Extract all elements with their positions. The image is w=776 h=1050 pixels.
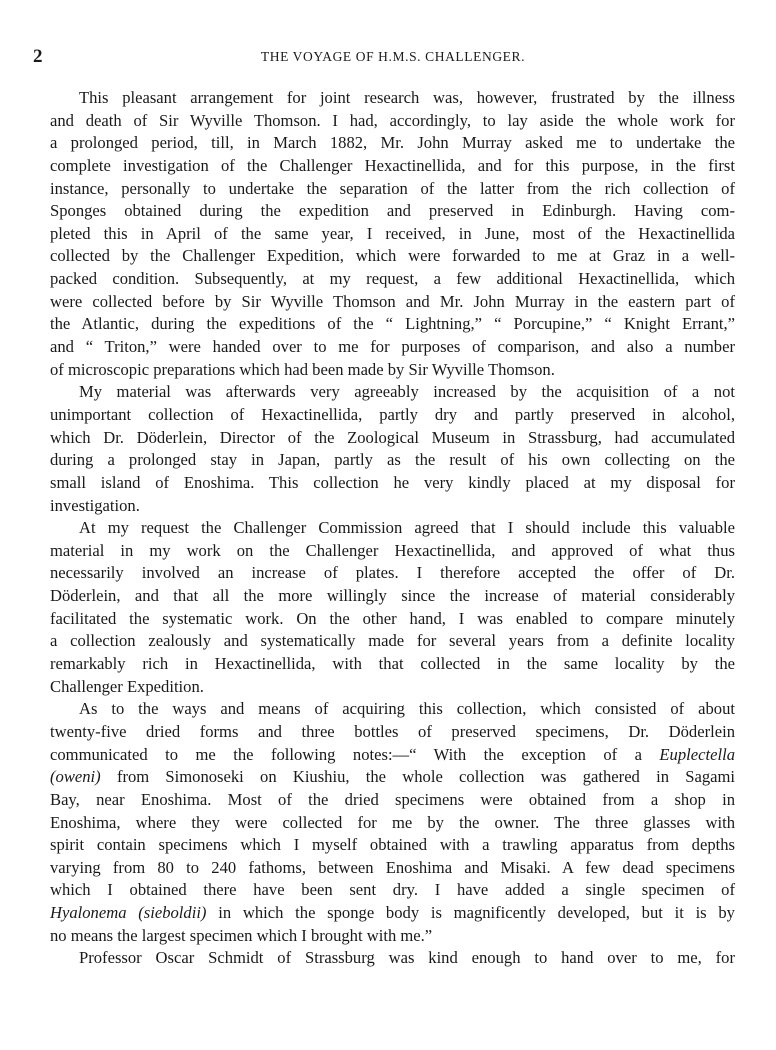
text-line: investigation. bbox=[50, 495, 140, 515]
text-line: varying from 80 to 240 fathoms, between Enoshima and Misaki. A few dead specimens bbox=[50, 857, 735, 877]
text-line: Sponges obtained during the expedition and preserved in Edinburgh. Having com- bbox=[50, 201, 735, 221]
text-line: As to the ways and means of acquiring this collection, which consisted of about bbox=[79, 699, 735, 719]
text-line: instance, personally to undertake the separation of the latter from the rich collection of bbox=[50, 178, 735, 198]
text-line: and death of Sir Wyville Thomson. I had, accordingly, to lay aside the whole work for bbox=[50, 110, 735, 130]
text-line: were collected before by Sir Wyville Thomson and Mr. John Murray in the eastern part of bbox=[50, 291, 735, 311]
text-line: Hyalonema (sieboldii) in which the sponge body is magnificently developed, but it is by bbox=[50, 903, 735, 923]
paragraph bbox=[50, 517, 735, 698]
text-line: This pleasant arrangement for joint research was, however, frustrated by the illness bbox=[79, 88, 735, 107]
body-text bbox=[50, 87, 735, 970]
text-line: of microscopic preparations which had been made by Sir Wyville Thomson. bbox=[50, 359, 555, 379]
text-line: facilitated the systematic work. On the other hand, I was enabled to compare minutely bbox=[50, 608, 735, 628]
text-line: necessarily involved an increase of plates. I therefore accepted the offer of Dr. bbox=[50, 563, 735, 583]
page-number: 2 bbox=[33, 46, 43, 67]
text-line: spirit contain specimens which I myself obtained with a trawling apparatus from depths bbox=[50, 835, 735, 855]
text-line: Enoshima, where they were collected for me by the owner. The three glasses with bbox=[50, 812, 735, 832]
text-line: remarkably rich in Hexactinellida, with that collected in the same locality by the bbox=[50, 654, 735, 674]
text-line: which Dr. Döderlein, Director of the Zoological Museum in Strassburg, had accumulated bbox=[50, 427, 735, 447]
text-line: communicated to me the following notes:—“ With the exception of a Euplectella bbox=[50, 744, 735, 764]
text-line: collected by the Challenger Expedition, which were forwarded to me at Graz in a well- bbox=[50, 246, 735, 266]
species-name: Hyalonema bbox=[50, 903, 127, 923]
text-line: packed condition. Subsequently, at my request, a few additional Hexactinellida, which bbox=[50, 269, 735, 289]
text-line: Professor Oscar Schmidt of Strassburg was kind enough to hand over to me, for bbox=[79, 948, 735, 968]
text-line: and “ Triton,” were handed over to me for purposes of comparison, and also a number bbox=[50, 337, 735, 357]
species-name: (oweni) bbox=[50, 767, 101, 787]
text-line: twenty-five dried forms and three bottles of preserved specimens, Dr. Döderlein bbox=[50, 721, 735, 741]
text-line: which I obtained there have been sent dry. I have added a single specimen of bbox=[50, 880, 735, 900]
text-line: Bay, near Enoshima. Most of the dried specimens were obtained from a shop in bbox=[50, 789, 735, 809]
text-line: At my request the Challenger Commission agreed that I should include this valuable bbox=[79, 518, 735, 538]
text-line: Challenger Expedition. bbox=[50, 676, 204, 696]
paragraph bbox=[50, 698, 735, 947]
text-line: during a prolonged stay in Japan, partly as the result of his own collecting on the bbox=[50, 450, 735, 470]
text-line: material in my work on the Challenger Hexactinellida, and approved of what thus bbox=[50, 540, 735, 560]
species-name: (sieboldii) bbox=[138, 903, 207, 923]
text-line: unimportant collection of Hexactinellida, partly dry and partly preserved in alcohol, bbox=[50, 404, 735, 424]
text-line: My material was afterwards very agreeably increased by the acquisition of a not bbox=[79, 382, 735, 402]
text-line: no means the largest specimen which I brought with me.” bbox=[50, 925, 433, 945]
text-line: a prolonged period, till, in March 1882, Mr. John Murray asked me to undertake the bbox=[50, 133, 735, 153]
paragraph bbox=[50, 87, 735, 381]
text-line: Döderlein, and that all the more willingly since the increase of material considerably bbox=[50, 586, 735, 606]
paragraph bbox=[50, 381, 735, 517]
text-line: complete investigation of the Challenger Hexactinellida, and for this purpose, in the first bbox=[50, 155, 735, 175]
text-line: the Atlantic, during the expeditions of the “ Lightning,” “ Porcupine,” “ Knight Errant,” bbox=[50, 314, 735, 334]
running-head: THE VOYAGE OF H.M.S. CHALLENGER. bbox=[260, 49, 526, 64]
text-line: pleted this in April of the same year, I received, in June, most of the Hexactinellida bbox=[50, 223, 735, 243]
species-name: Euplectella bbox=[659, 744, 735, 764]
text-line: small island of Enoshima. This collection he very kindly placed at my disposal for bbox=[50, 472, 735, 492]
text-line: (oweni) from Simonoseki on Kiushiu, the whole collection was gathered in Sagami bbox=[50, 767, 735, 787]
text-line: a collection zealously and systematically made for several years from a definite locality bbox=[50, 631, 735, 651]
paragraph bbox=[50, 947, 735, 970]
